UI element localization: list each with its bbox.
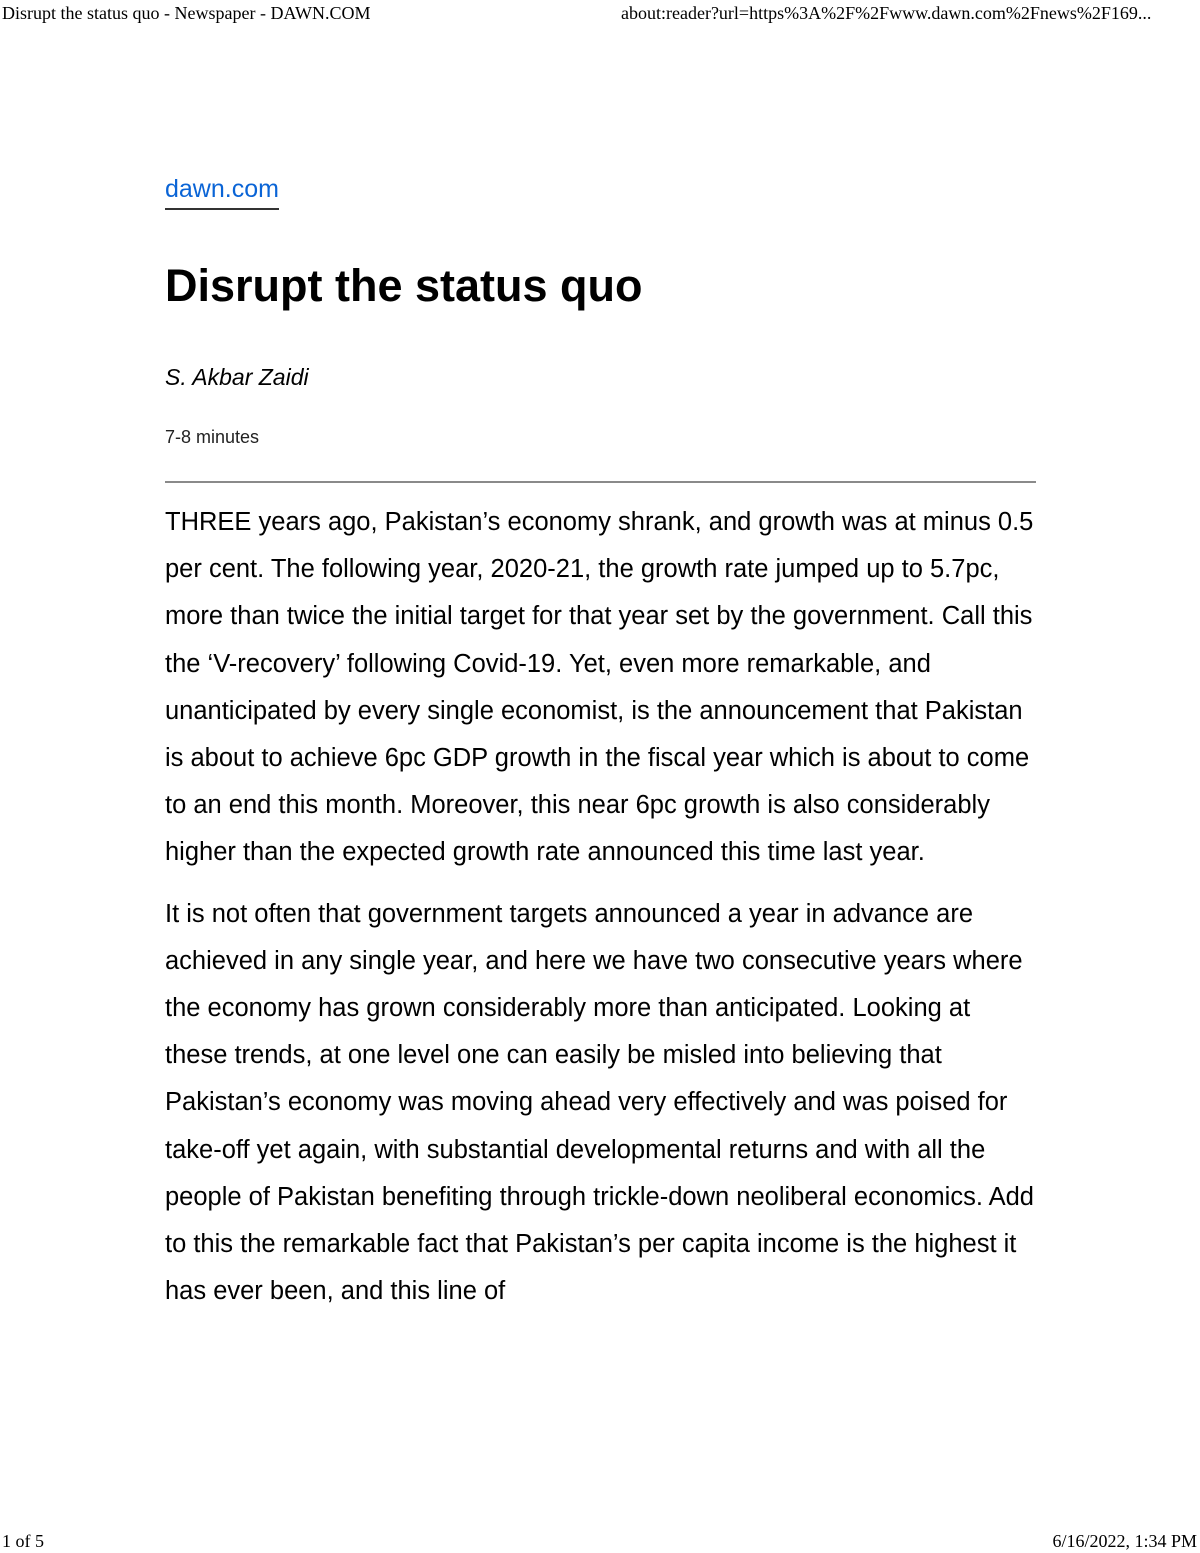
article-body <box>165 499 1037 1329</box>
print-page-url: about:reader?url=https%3A%2F%2Fwww.dawn.com%2Fnews%2F169... <box>621 3 1152 23</box>
reading-time: 7-8 minutes <box>165 427 260 447</box>
article-paragraph: THREE years ago, Pakistan’s economy shrank, and growth was at minus 0.5 per cent. The following year, 2020-21, the growth rate jumped up to 5.7pc, more than twice the initial target for that year set by the government. Call this the ‘V-recovery’ following Covid-19. Yet, even more remarkable, and unanticipated by every single economist, is the announcement that Pakistan is about to achieve 6pc GDP growth in the fiscal year which is about to come to an end this month. Moreover, this near 6pc growth is also considerably higher than the expected growth rate announced this time last year. <box>165 508 1034 867</box>
article-paragraph: It is not often that government targets announced a year in advance are achieved in any single year, and here we have two consecutive years where the economy has grown considerably more than anticipated. Looking at these trends, at one level one can easily be misled into believing that Pakistan’s economy was moving ahead very effectively and was poised for take-off yet again, with substantial developmental returns and with all the people of Pakistan benefiting through trickle-down neoliberal economics. Add to this the remarkable fact that Pakistan’s per capita income is the highest it has ever been, and this line of <box>165 899 1034 1306</box>
page-count: 1 of 5 <box>2 1531 44 1551</box>
header-divider <box>165 481 1036 483</box>
print-page-title: Disrupt the status quo - Newspaper - DAWN.COM <box>2 3 371 23</box>
print-header <box>0 2 1200 24</box>
print-footer <box>0 1530 1200 1552</box>
source-domain-link[interactable]: dawn.com <box>165 172 279 210</box>
print-datetime: 6/16/2022, 1:34 PM <box>1052 1531 1197 1551</box>
article-title: Disrupt the status quo <box>165 260 643 311</box>
author-byline: S. Akbar Zaidi <box>165 364 309 390</box>
